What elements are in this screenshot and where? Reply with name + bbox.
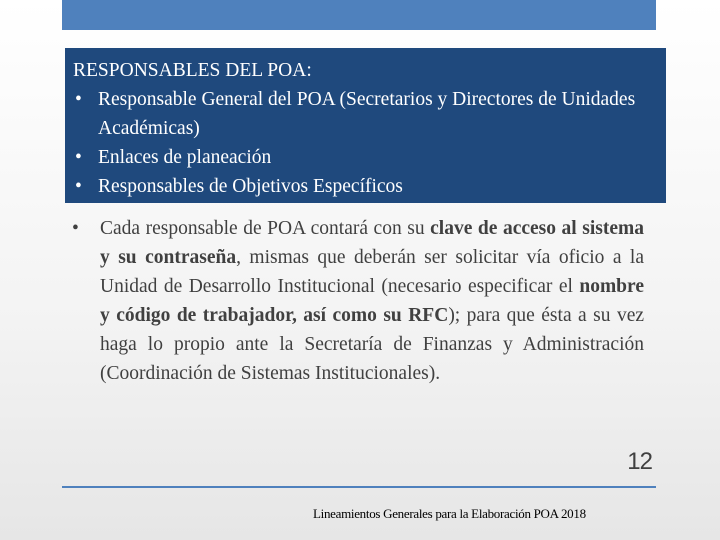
bullet: • [75,176,82,197]
body-text [72,214,644,388]
list-item [73,143,656,172]
responsables-box [65,48,666,203]
body-segment: , mismas que deberán ser solicitar vía oficio a la Unidad de Desarrollo Institucional (necesario especificar el [100,247,645,297]
footer-divider [62,486,656,488]
bullet: • [75,89,82,110]
body-paragraph [72,214,644,388]
body-segment: Cada responsable de POA contará con su [100,218,431,239]
list-item [73,172,656,201]
body-segment: ); para que ésta a su vez haga lo propio ante la Secretaría de Finanzas y Administración (Coordinación de Sistemas Institucionales). [100,305,644,384]
bullet: • [75,147,82,168]
box-title: RESPONSABLES DEL POA: [73,60,312,81]
list-item-text: Responsables de Objetivos Específicos [98,176,403,197]
body-bold-segment: nombre y código de trabajador, así como su RFC [100,276,644,326]
body-bold-segment: clave de acceso al sistema y su contraseña [100,218,644,268]
bullet: • [72,218,79,239]
header-accent-bar [62,0,656,30]
responsables-list [73,85,656,201]
list-item-text: Responsable General del POA (Secretarios y Directores de Unidades Académicas) [98,89,636,139]
list-item [73,85,656,143]
footer-caption: Lineamientos Generales para la Elaboración POA 2018 [313,506,586,521]
list-item-text: Enlaces de planeación [98,147,272,168]
page-number: 12 [627,448,652,475]
